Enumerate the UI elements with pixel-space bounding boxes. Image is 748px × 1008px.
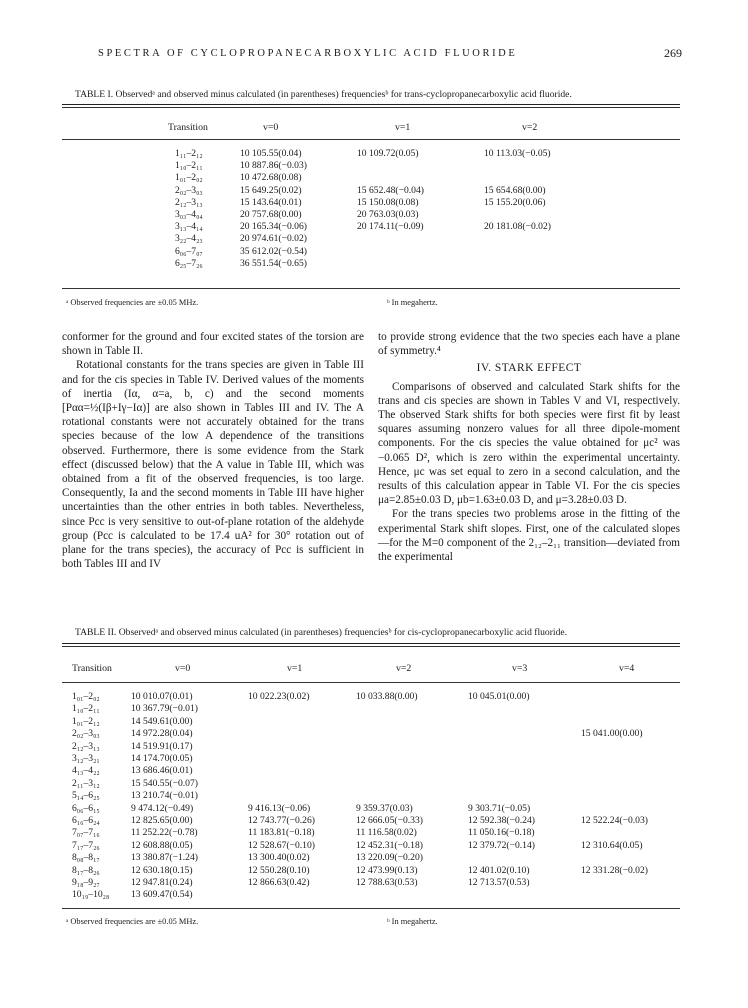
frequency-cell: 14 519.91(0.17) [131, 740, 193, 752]
frequency-cell: 12 473.99(0.13) [356, 864, 418, 876]
frequency-cell: 10 105.55(0.04) [240, 148, 302, 159]
transition-cell: 8₁₇–8₂₆ [72, 864, 100, 876]
table1-top-rule [62, 104, 680, 105]
frequency-cell: 13 220.09(−0.20) [356, 852, 423, 864]
frequency-cell: 13 300.40(0.02) [248, 852, 310, 864]
transition-cell: 5₁₄–6₂₅ [72, 790, 100, 802]
frequency-cell: 12 743.77(−0.26) [248, 815, 315, 826]
table2-header-v4: v=4 [619, 663, 635, 674]
frequency-cell: 10 022.23(0.02) [248, 691, 310, 702]
section-title-stark-effect: IV. STARK EFFECT [476, 362, 582, 375]
frequency-cell: 10 113.03(−0.05) [484, 148, 551, 159]
left-paragraph-1: conformer for the ground and four excited states of the torsion are shown in Table II. [62, 331, 364, 358]
frequency-cell: 20 974.61(−0.02) [240, 233, 307, 245]
frequency-cell: 12 331.28(−0.02) [581, 864, 648, 876]
transition-cell: 4₁₃–4₂₂ [72, 765, 100, 777]
transition-cell: 6₀₆–7₀₇ [175, 245, 203, 257]
frequency-cell: 10 109.72(0.05) [357, 148, 419, 159]
frequency-cell: 13 380.87(−1.24) [131, 852, 198, 864]
transition-cell: 2₁₂–3₁₃ [72, 740, 100, 752]
transition-cell: 2₁₁–3₁₂ [72, 777, 100, 789]
transition-cell: 1₁₀–2₁₁ [72, 703, 100, 715]
frequency-cell: 12 825.65(0.00) [131, 815, 193, 826]
frequency-cell: 12 608.88(0.05) [131, 839, 193, 851]
frequency-cell: 12 666.05(−0.33) [356, 815, 423, 826]
right-column [378, 330, 680, 564]
frequency-cell: 9 303.71(−0.05) [468, 802, 531, 814]
right-paragraph-2: Comparisons of observed and calculated Stark shifts for the trans and cis species are shown in Tables V and VI, respectively. The observed Stark shifts for both species were first fit by least squares assuming nonzero values for all three dipole-moment components. For the cis species the value obtained for μc² was −0.065 D², which is zero within the experimental uncertainty. Hence, μc was set equal to zero in a second calculation, and the results of this calculation appear in Table VI. For the cis species μa=2.85±0.03 D, μb=1.63±0.03 D, and μ=3.28±0.03 D. [378, 380, 680, 507]
right-paragraph-1: to provide strong evidence that the two species each have a plane of symmetry.⁴ [378, 331, 680, 358]
table1-footnote-a: ᵃ Observed frequencies are ±0.05 MHz. [66, 298, 199, 307]
table2-header-transition: Transition [72, 663, 112, 674]
table2-header-v3: v=3 [512, 663, 528, 674]
frequency-cell: 10 033.88(0.00) [356, 691, 418, 702]
transition-cell: 1₁₀–2₁₁ [175, 160, 203, 172]
frequency-cell: 12 947.81(0.24) [131, 877, 193, 888]
table1-header-v1: v=1 [395, 122, 411, 133]
transition-cell: 7₁₇–7₂₆ [72, 839, 100, 851]
frequency-cell: 36 551.54(−0.65) [240, 257, 307, 269]
table1-header-transition: Transition [168, 122, 208, 133]
frequency-cell: 12 592.38(−0.24) [468, 815, 535, 826]
frequency-cell: 12 452.31(−0.18) [356, 839, 423, 851]
table1-top-rule-2 [62, 107, 680, 108]
frequency-cell: 10 887.86(−0.03) [240, 160, 307, 172]
frequency-cell: 15 649.25(0.02) [240, 184, 302, 196]
frequency-cell: 12 310.64(0.05) [581, 839, 643, 851]
frequency-cell: 9 416.13(−0.06) [248, 802, 311, 814]
transition-cell: 3₁₃–4₁₄ [175, 221, 203, 233]
frequency-cell: 12 866.63(0.42) [248, 877, 310, 888]
frequency-cell: 13 210.74(−0.01) [131, 790, 198, 802]
frequency-cell: 12 713.57(0.53) [468, 877, 530, 888]
transition-cell: 2₀₂–3₀₃ [72, 728, 100, 740]
table2-caption: TABLE II. Observedᵃ and observed minus calculated (in parentheses) frequenciesᵇ for cis-cyclopropanecarboxylic acid fluoride. [75, 627, 568, 638]
table2-header-rule [62, 682, 680, 683]
table2-bottom-rule [62, 908, 680, 909]
frequency-cell: 13 686.46(0.01) [131, 765, 193, 777]
transition-cell: 7₀₇–7₁₆ [72, 827, 100, 839]
table1-caption: TABLE I. Observedᵃ and observed minus calculated (in parentheses) frequenciesᵇ for trans-cyclopropanecarboxylic acid fluoride. [75, 89, 572, 100]
frequency-cell: 11 252.22(−0.78) [131, 827, 198, 839]
table2-footnote-a: ᵃ Observed frequencies are ±0.05 MHz. [66, 917, 199, 926]
transition-cell: 3₀₃–4₀₄ [175, 209, 203, 220]
frequency-cell: 15 041.00(0.00) [581, 728, 643, 740]
frequency-cell: 15 540.55(−0.07) [131, 777, 198, 789]
table1-footnote-b: ᵇ In megahertz. [387, 298, 438, 307]
transition-cell: 10₁₉–10₂₈ [72, 889, 110, 901]
transition-cell: 2₀₂–3₀₃ [175, 184, 203, 196]
frequency-cell: 20 181.08(−0.02) [484, 221, 551, 233]
frequency-cell: 14 972.28(0.04) [131, 728, 193, 740]
frequency-cell: 13 609.47(0.54) [131, 889, 193, 901]
frequency-cell: 12 788.63(0.53) [356, 877, 418, 888]
transition-cell: 1₀₁–2₀₂ [72, 691, 100, 702]
frequency-cell: 15 143.64(0.01) [240, 196, 302, 208]
table2-header-v1: v=1 [287, 663, 303, 674]
frequency-cell: 9 359.37(0.03) [356, 802, 413, 814]
frequency-cell: 15 654.68(0.00) [484, 184, 546, 196]
left-column [62, 330, 364, 571]
transition-cell: 3₂₂–4₂₃ [175, 233, 203, 245]
transition-cell: 3₁₂–3₂₁ [72, 753, 100, 764]
transition-cell: 1₀₁–2₀₂ [175, 172, 203, 184]
table1-header-rule [62, 139, 680, 140]
frequency-cell: 12 522.24(−0.03) [581, 815, 648, 826]
frequency-cell: 15 155.20(0.06) [484, 196, 546, 208]
running-title: SPECTRA OF CYCLOPROPANECARBOXYLIC ACID FLUORIDE [98, 48, 518, 59]
table1-header-v2: v=2 [522, 122, 538, 133]
frequency-cell: 12 379.72(−0.14) [468, 839, 535, 851]
frequency-cell: 10 010.07(0.01) [131, 691, 193, 702]
table2-header-v0: v=0 [175, 663, 191, 674]
frequency-cell: 11 050.16(−0.18) [468, 827, 535, 839]
page-number: 269 [664, 46, 682, 60]
frequency-cell: 14 174.70(0.05) [131, 753, 193, 764]
transition-cell: 6₀₆–6₁₅ [72, 802, 100, 814]
frequency-cell: 12 528.67(−0.10) [248, 839, 315, 851]
frequency-cell: 20 165.34(−0.06) [240, 221, 307, 233]
table2-top-rule [62, 643, 680, 644]
frequency-cell: 15 652.48(−0.04) [357, 184, 424, 196]
table2-top-rule-2 [62, 646, 680, 647]
frequency-cell: 12 401.02(0.10) [468, 864, 530, 876]
transition-cell: 9₁₈–9₂₇ [72, 877, 100, 888]
transition-cell: 2₁₂–3₁₃ [175, 196, 203, 208]
transition-cell: 6₂₅–7₂₆ [175, 257, 203, 269]
frequency-cell: 9 474.12(−0.49) [131, 802, 194, 814]
frequency-cell: 35 612.02(−0.54) [240, 245, 307, 257]
left-paragraph-2: Rotational constants for the trans species are given in Table III and for the cis species in Table IV. Derived values of the moments of inertia (Iα, α=a, b, c) and the second moments [Pαα=½(Iβ+Iγ−Iα)] are also shown in Tables III and IV. The A rotational constants were not accurately obtained for the trans species because of the low A dependence of the transitions observed. Furthermore, there is some evidence from the Stark effect (discussed below) that the A value in Table III, which was obtained from a fit of the observed frequencies, is too large. Consequently, Ia and the second moments in Table III have higher uncertainties than the other entries in both tables. Nevertheless, since Pcc is very sensitive to out-of-plane rotation of the aldehyde group (Pcc is calculated to be 17.4 uA² for 30° rotation out of plane for the trans species), the accuracy of Pcc is sufficient in both Tables III and IV [62, 359, 364, 571]
table2-footnote-b: ᵇ In megahertz. [387, 917, 438, 926]
frequency-cell: 12 630.18(0.15) [131, 864, 193, 876]
transition-cell: 6₁₆–6₂₄ [72, 815, 100, 826]
table1-bottom-rule [62, 288, 680, 289]
frequency-cell: 20 757.68(0.00) [240, 209, 302, 220]
frequency-cell: 10 472.68(0.08) [240, 172, 302, 184]
frequency-cell: 20 174.11(−0.09) [357, 221, 424, 233]
frequency-cell: 11 116.58(0.02) [356, 827, 417, 839]
frequency-cell: 20 763.03(0.03) [357, 209, 419, 220]
transition-cell: 8₀₈–8₁₇ [72, 852, 100, 864]
frequency-cell: 14 549.61(0.00) [131, 715, 193, 727]
frequency-cell: 15 150.08(0.08) [357, 196, 419, 208]
transition-cell: 1₀₁–2₁₂ [72, 715, 100, 727]
table1-header-v0: v=0 [263, 122, 279, 133]
frequency-cell: 11 183.81(−0.18) [248, 827, 315, 839]
frequency-cell: 10 045.01(0.00) [468, 691, 530, 702]
table2-header-v2: v=2 [396, 663, 412, 674]
right-paragraph-3: For the trans species two problems arose in the fitting of the experimental Stark shift slopes. First, one of the calculated slopes—for the M=0 component of the 2₁₂–2₁₁ transition—deviated from the experimental [378, 508, 680, 564]
frequency-cell: 12 550.28(0.10) [248, 864, 310, 876]
transition-cell: 1₁₁–2₁₂ [175, 148, 203, 159]
frequency-cell: 10 367.79(−0.01) [131, 703, 198, 715]
